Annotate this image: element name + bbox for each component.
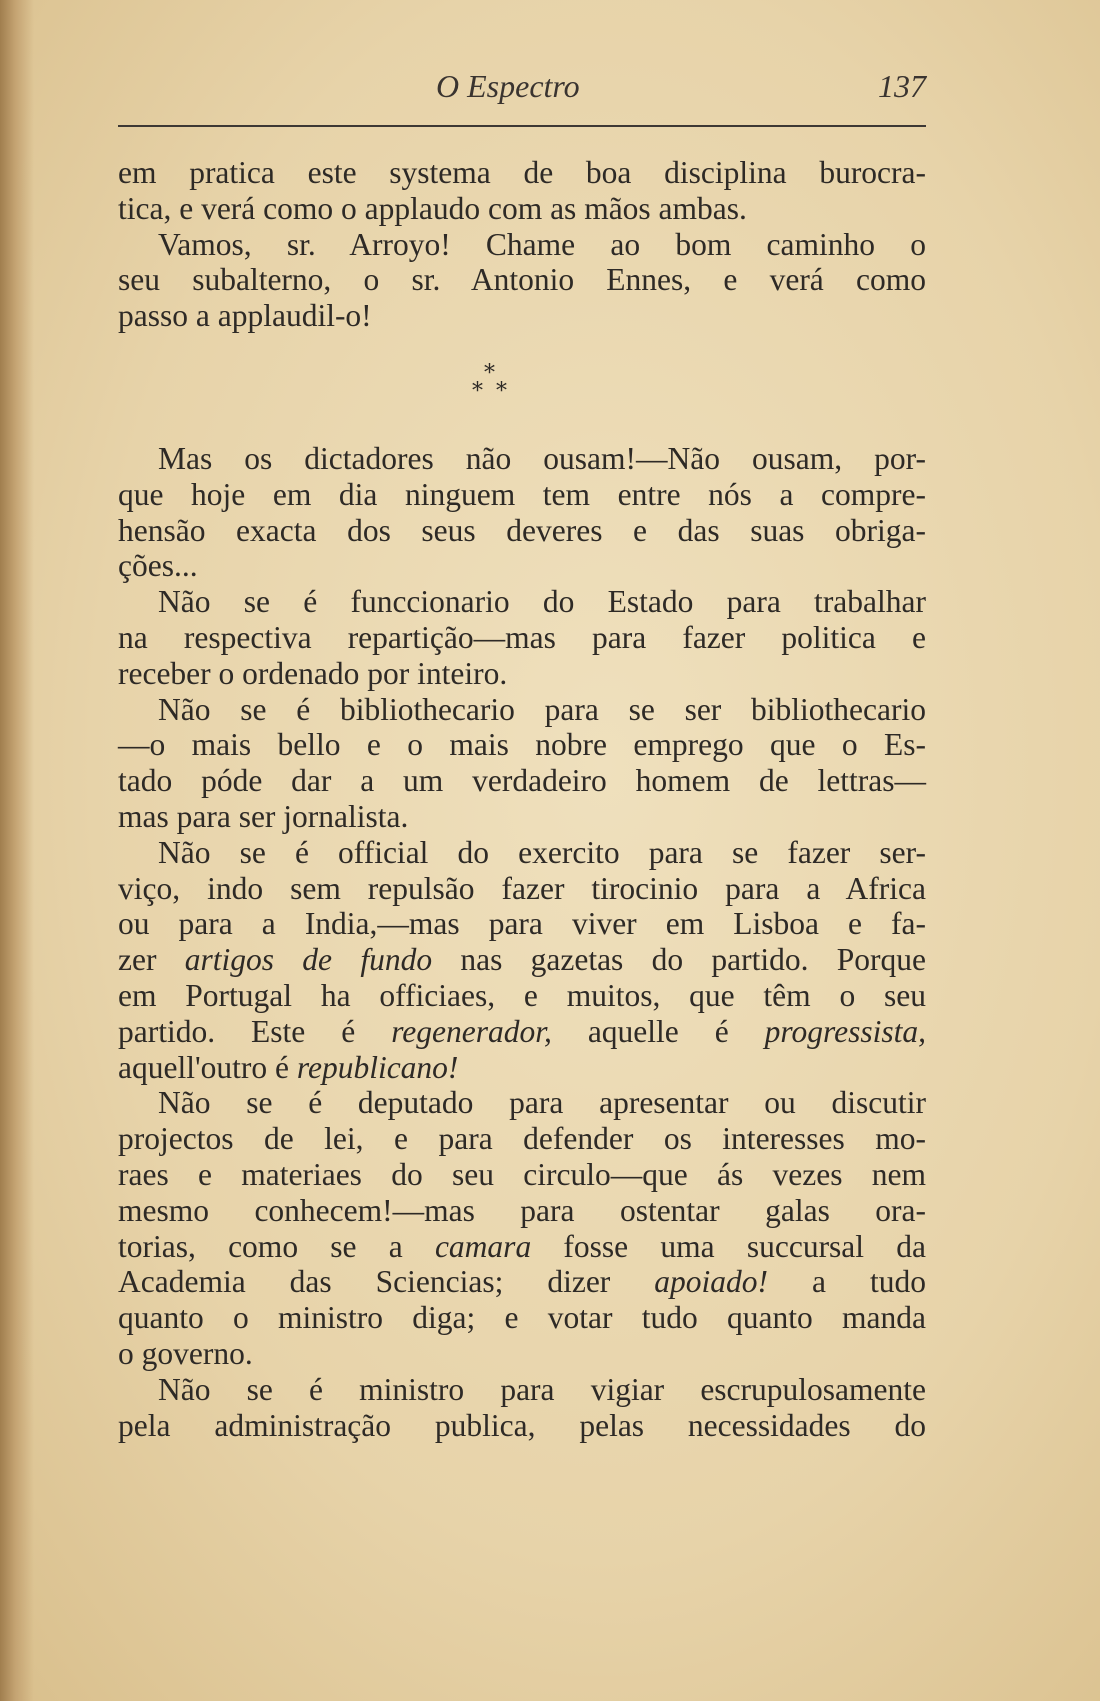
text-run: aquell'outro é xyxy=(118,1049,297,1085)
running-title: O Espectro xyxy=(436,68,580,104)
text-run: a tudo xyxy=(768,1264,927,1300)
page-gutter-shadow xyxy=(0,0,34,1701)
text-line: que hoje em dia ninguem tem entre nós a compre- xyxy=(118,476,926,512)
text-run: partido. Este é xyxy=(118,1013,392,1049)
text-line xyxy=(118,1264,926,1300)
header-rule xyxy=(118,125,926,127)
text-run: torias, como se a xyxy=(118,1228,435,1264)
text-line: tado póde dar a um verdadeiro homem de lettras— xyxy=(118,763,926,799)
asterism xyxy=(118,334,926,441)
text-line: —o mais bello e o mais nobre emprego que o Es- xyxy=(118,727,926,763)
italic-phrase: republicano! xyxy=(296,1049,459,1085)
asterism-star: * xyxy=(472,378,483,404)
asterism-star: * xyxy=(484,360,495,386)
text-line: Não se é bibliothecario para se ser bibliothecario xyxy=(158,691,926,727)
text-line: viço, indo sem repulsão fazer tirocinio para a Africa xyxy=(118,870,926,906)
asterism-star: * xyxy=(496,378,507,404)
text-run: Academia das Sciencias; dizer xyxy=(118,1264,655,1300)
text-line xyxy=(118,942,926,978)
text-line: o governo. xyxy=(118,1335,253,1371)
text-line xyxy=(118,1050,926,1086)
text-line: Não se é official do exercito para se fazer ser- xyxy=(158,834,926,870)
text-line: Não se é deputado para apresentar ou discutir xyxy=(158,1085,926,1121)
text-line: seu subalterno, o sr. Antonio Ennes, e verá como xyxy=(118,262,926,298)
text-line: ções... xyxy=(118,548,198,584)
page-number: 137 xyxy=(878,68,926,104)
text-line: quanto o ministro diga; e votar tudo quanto manda xyxy=(118,1300,926,1336)
running-head xyxy=(118,64,926,108)
text-line: Vamos, sr. Arroyo! Chame ao bom caminho o xyxy=(158,226,926,262)
text-run: zer xyxy=(118,942,185,978)
text-line xyxy=(118,1229,926,1265)
text-line: hensão exacta dos seus deveres e das suas obriga- xyxy=(118,512,926,548)
italic-phrase: camara xyxy=(434,1228,532,1264)
text-line: passo a applaudil-o! xyxy=(118,298,372,334)
text-line: mas para ser jornalista. xyxy=(118,798,409,834)
text-line: receber o ordenado por inteiro. xyxy=(118,655,508,691)
text-line: raes e materiaes do seu circulo—que ás vezes nem xyxy=(118,1156,926,1192)
text-line xyxy=(118,1014,926,1050)
text-line: projectos de lei, e para defender os interesses mo- xyxy=(118,1121,926,1157)
text-run: fosse uma succursal da xyxy=(531,1228,926,1264)
text-line: Não se é ministro para vigiar escrupulosamente xyxy=(158,1371,926,1407)
text-run: nas gazetas do partido. Porque xyxy=(432,942,927,978)
text-line: na respectiva repartição—mas para fazer politica e xyxy=(118,619,926,655)
text-line: em Portugal ha officiaes, e muitos, que têm o seu xyxy=(118,977,926,1013)
text-line: tica, e verá como o applaudo com as mãos ambas. xyxy=(118,190,747,226)
text-line: Mas os dictadores não ousam!—Não ousam, por- xyxy=(158,440,926,476)
text-line: em pratica este systema de boa disciplina burocra- xyxy=(118,155,926,190)
text-run: aquelle é xyxy=(551,1013,765,1049)
body-text xyxy=(118,155,926,1443)
text-line: ou para a India,—mas para viver em Lisboa e fa- xyxy=(118,906,926,942)
text-line: Não se é funccionario do Estado para trabalhar xyxy=(158,584,926,620)
italic-phrase: apoiado! xyxy=(654,1264,769,1300)
italic-phrase: artigos de fundo xyxy=(184,942,433,978)
text-line: pela administração publica, pelas necessidades do xyxy=(118,1407,926,1443)
italic-phrase: regenerador, xyxy=(391,1013,552,1049)
italic-phrase: progressista, xyxy=(764,1013,926,1049)
text-line: mesmo conhecem!—mas para ostentar galas ora- xyxy=(118,1192,926,1228)
